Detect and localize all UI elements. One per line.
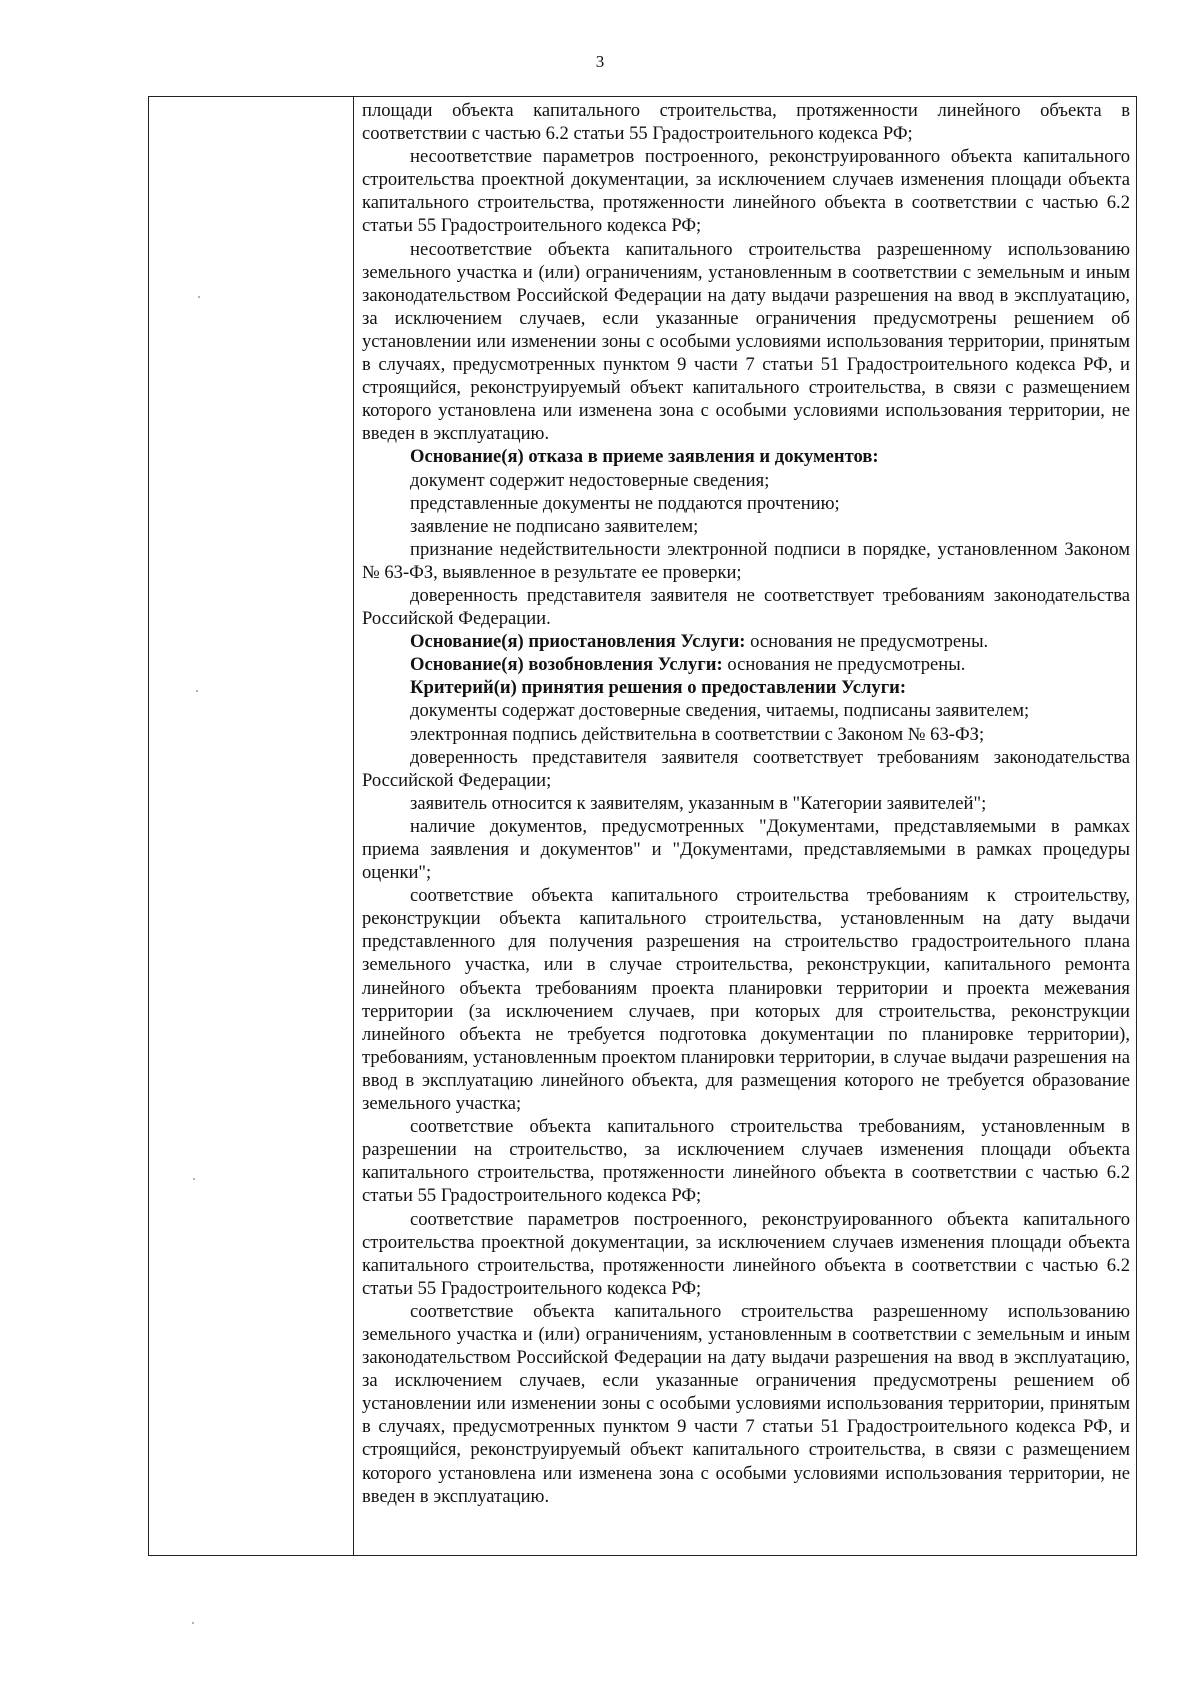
table-left-column [149,97,354,1555]
body-paragraph: доверенность представителя заявителя соответствует требованиям законодательства Российской Федерации; [362,746,1130,791]
body-paragraph: представленные документы не поддаются прочтению; [410,492,840,514]
body-paragraph: электронная подпись действительна в соответствии с Законом № 63-ФЗ; [410,723,985,745]
body-paragraph: соответствие параметров построенного, реконструированного объекта капитального строительства проектной документации, за исключением случаев изменения площади объекта капитального строительства, протяженности линейного объекта в соответствии с частью 6.2 статьи 55 Градостроительного кодекса РФ; [362,1208,1130,1299]
section-heading: Основание(я) возобновления Услуги: [410,654,723,676]
body-paragraph: заявитель относится к заявителям, указанным в "Категории заявителей"; [410,792,987,814]
page-number: 3 [595,52,605,71]
body-paragraph: соответствие объекта капитального строительства разрешенному использованию земельного участка и (или) ограничениям, установленным в соответствии с земельным и иным законодательством Российской Федерации на дату выдачи разрешения на ввод в эксплуатацию, за исключением случаев, если указанные ограничения предусмотрены решением об установлении или изменении зоны с особыми условиями использования территории, принятым в случаях, предусмотренных пунктом 9 части 7 статьи 51 Градостроительного кодекса РФ, и строящийся, реконструируемый объект капитального строительства, в связи с размещением которого установлена или изменена зона с особыми условиями использования территории, не введен в эксплуатацию. [362,1300,1130,1507]
body-paragraph: площади объекта капитального строительства, протяженности линейного объекта в соответствии с частью 6.2 статьи 55 Градостроительного кодекса РФ; [362,100,1130,145]
section-heading: Основание(я) приостановления Услуги: [410,631,746,653]
body-paragraph: заявление не подписано заявителем; [410,515,699,537]
body-paragraph: признание недействительности электронной подписи в порядке, установленном Законом № 63-ФЗ, выявленное в результате ее проверки; [362,538,1130,583]
body-paragraph: документы содержат достоверные сведения, читаемы, подписаны заявителем; [410,700,1030,722]
section-heading: Критерий(и) принятия решения о предоставлении Услуги: [410,677,907,699]
body-paragraph: соответствие объекта капитального строительства требованиям, установленным в разрешении на строительство, за исключением случаев изменения площади объекта капитального строительства, протяженности линейного объекта в соответствии с частью 6.2 статьи 55 Градостроительного кодекса РФ; [362,1116,1130,1207]
scan-artifact [198,296,200,298]
table-right-column-text [362,99,1130,1508]
section-heading-paragraph [362,630,1130,653]
section-heading-paragraph [362,653,1130,676]
section-heading-paragraph [362,676,1130,699]
body-paragraph: несоответствие параметров построенного, реконструированного объекта капитального строительства проектной документации, за исключением случаев изменения площади объекта капитального строительства, протяженности линейного объекта в соответствии с частью 6.2 статьи 55 Градостроительного кодекса РФ; [362,146,1130,237]
document-table [148,96,1137,1556]
section-heading-text: основания не предусмотрены. [745,631,989,653]
body-paragraph: наличие документов, предусмотренных "Документами, представляемыми в рамках приема заявления и документов" и "Документами, представляемыми в рамках процедуры оценки"; [362,815,1130,884]
section-heading: Основание(я) отказа в приеме заявления и документов: [410,446,879,468]
body-paragraph: соответствие объекта капитального строительства требованиям к строительству, реконструкции объекта капитального строительства, установленным на дату выдачи представленного для получения разрешения на строительство градостроительного плана земельного участка, или в случае строительства, реконструкции, капитального ремонта линейного объекта требованиям проекта планировки территории и проекта межевания территории (за исключением случаев, при которых для строительства, реконструкции линейного объекта не требуется подготовка документации по планировке территории), требованиям, установленным проектом планировки территории, в случае выдачи разрешения на ввод в эксплуатацию линейного объекта, для размещения которого не требуется образование земельного участка; [362,885,1130,1115]
scan-artifact [192,1622,194,1624]
section-heading-paragraph [362,445,1130,468]
body-paragraph: несоответствие объекта капитального строительства разрешенному использованию земельного участка и (или) ограничениям, установленным в соответствии с земельным и иным законодательством Российской Федерации на дату выдачи разрешения на ввод в эксплуатацию, за исключением случаев, если указанные ограничения предусмотрены решением об установлении или изменении зоны с особыми условиями использования территории, принятым в случаях, предусмотренных пунктом 9 части 7 статьи 51 Градостроительного кодекса РФ, и строящийся, реконструируемый объект капитального строительства, в связи с размещением которого установлена или изменена зона с особыми условиями использования территории, не введен в эксплуатацию. [362,238,1130,445]
body-paragraph: документ содержит недостоверные сведения; [410,469,770,491]
section-heading-text: основания не предусмотрены. [722,654,966,676]
scan-artifact [193,1178,195,1180]
body-paragraph: доверенность представителя заявителя не соответствует требованиям законодательства Российской Федерации. [362,584,1130,630]
scan-artifact [196,690,198,692]
